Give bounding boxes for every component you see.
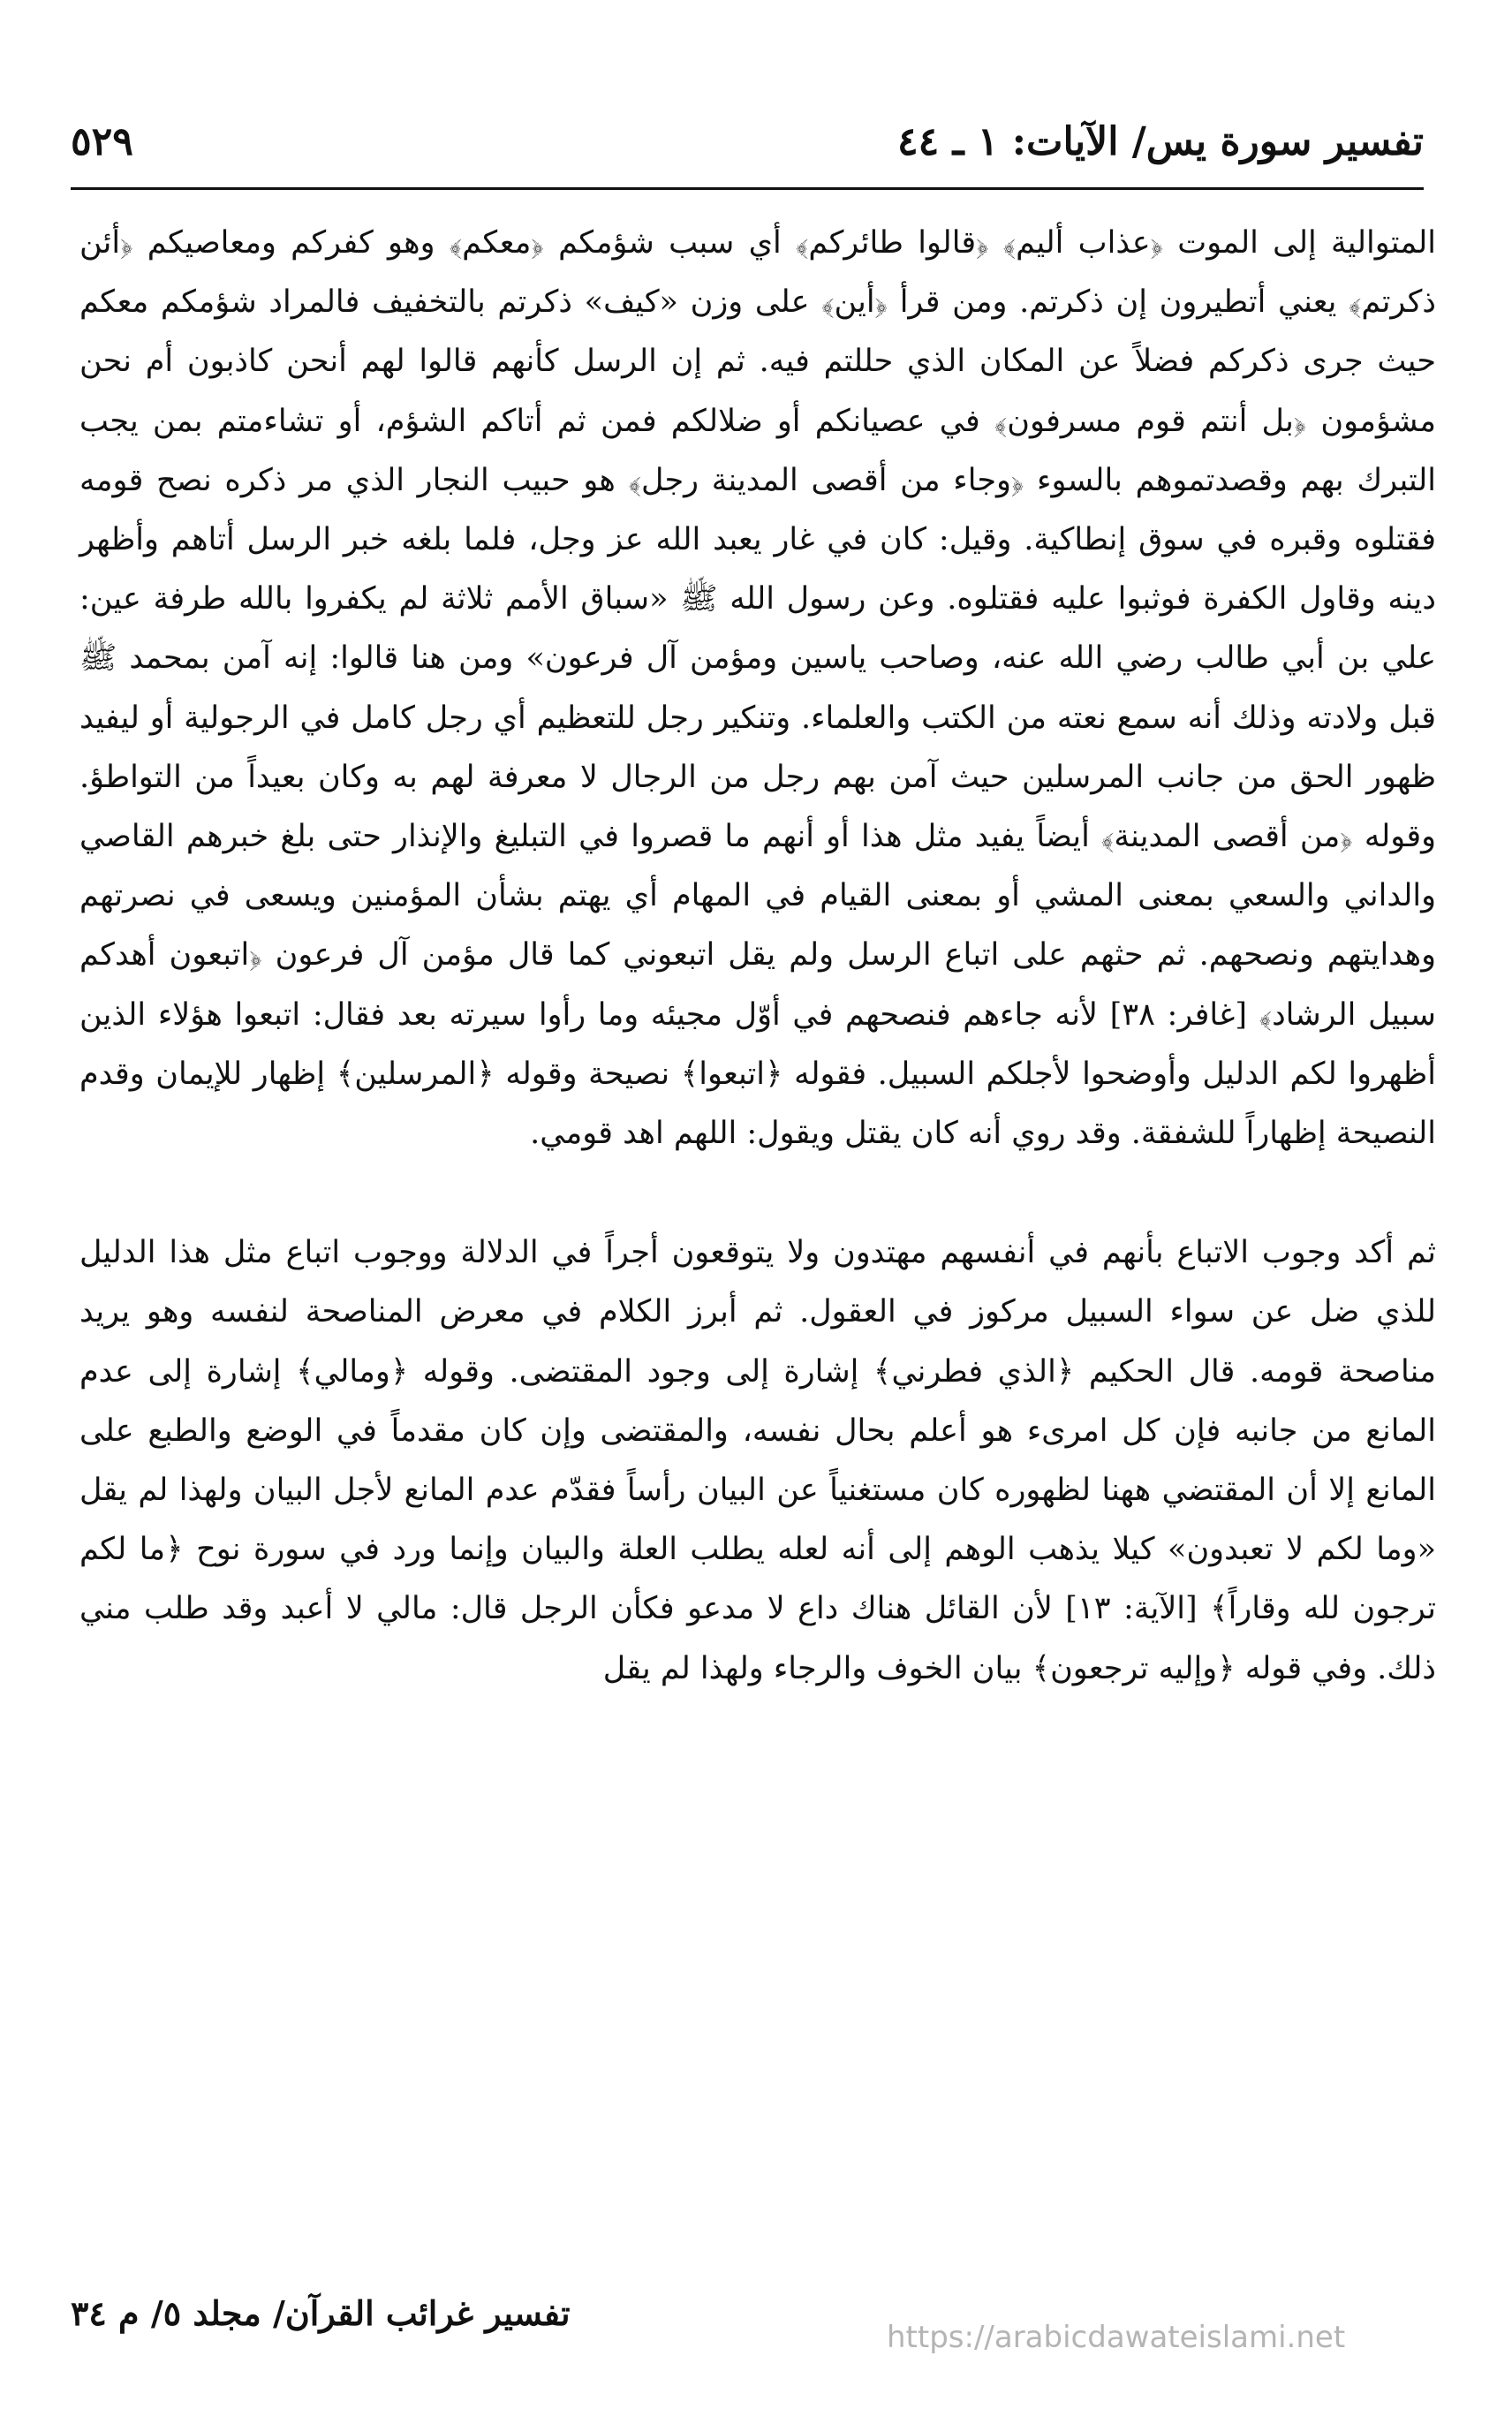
header-rule <box>71 187 1424 190</box>
paragraph-1: المتوالية إلى الموت ﴿عذاب أليم﴾ ﴿قالوا طائركم﴾ أي سبب شؤمكم ﴿معكم﴾ وهو كفركم ومعاصيكم ﴿أئن ذكرتم﴾ يعني أتطيرون إن ذكرتم. ومن قرأ ﴿أين﴾ على وزن «كيف» ذكرتم بالتخفيف فالمراد شؤمكم معكم حيث جرى ذكركم فضلاً عن المكان الذي حللتم فيه. ثم إن الرسل كأنهم قالوا لهم أنحن كاذبون أم نحن مشؤمون ﴿بل أنتم قوم مسرفون﴾ في عصيانكم أو ضلالكم فمن ثم أتاكم الشؤم، أو تشاءمتم بمن يجب التبرك بهم وقصدتموهم بالسوء ﴿وجاء من أقصى المدينة رجل﴾ هو حبيب النجار الذي مر ذكره نصح قومه فقتلوه وقبره في سوق إنطاكية. وقيل: كان في غار يعبد الله عز وجل، فلما بلغه خبر الرسل أتاهم وأظهر دينه وقاول الكفرة فوثبوا عليه فقتلوه. وعن رسول الله ﷺ «سباق الأمم ثلاثة لم يكفروا بالله طرفة عين: علي بن أبي طالب رضي الله عنه، وصاحب ياسين ومؤمن آل فرعون» ومن هنا قالوا: إنه آمن بمحمد ﷺ قبل ولادته وذلك أنه سمع نعته من الكتب والعلماء. وتنكير رجل للتعظيم أي رجل كامل في الرجولية أو ليفيد ظهور الحق من جانب المرسلين حيث آمن بهم رجل من الرجال لا معرفة لهم به وكان بعيداً من التواطؤ. وقوله ﴿من أقصى المدينة﴾ أيضاً يفيد مثل هذا أو أنهم ما قصروا في التبليغ والإنذار حتى بلغ خبرهم القاصي والداني والسعي بمعنى المشي أو بمعنى القيام في المهام أي يهتم بشأن المؤمنين ويسعى في نصرتهم وهدايتهم ونصحهم. ثم حثهم على اتباع الرسل ولم يقل اتبعوني كما قال مؤمن آل فرعون ﴿اتبعون أهدكم سبيل الرشاد﴾ [غافر: ٣٨] لأنه جاءهم فنصحهم في أوّل مجيئه وما رأوا سيرته بعد فقال: اتبعوا هؤلاء الذين أظهروا لكم الدليل وأوضحوا لأجلكم السبيل. فقوله ﴿اتبعوا﴾ نصيحة وقوله ﴿المرسلين﴾ إظهار للإيمان وقدم النصيحة إظهاراً للشفقة. وقد روي أنه كان يقتل ويقول: اللهم اهد قومي. <box>79 225 1436 1152</box>
body-text <box>79 214 1436 1699</box>
paragraph-2: ثم أكد وجوب الاتباع بأنهم في أنفسهم مهتدون ولا يتوقعون أجراً في الدلالة ووجوب اتباع مثل هذا الدليل للذي ضل عن سواء السبيل مركوز في العقول. ثم أبرز الكلام في معرض المناصحة لنفسه وهو يريد مناصحة قومه. قال الحكيم ﴿الذي فطرني﴾ إشارة إلى وجود المقتضى. وقوله ﴿ومالي﴾ إشارة إلى عدم المانع من جانبه فإن كل امرىء هو أعلم بحال نفسه، والمقتضى وإن كان مقدماً في الوضع والطبع على المانع إلا أن المقتضي ههنا لظهوره كان مستغنياً عن البيان رأساً فقدّم عدم المانع لأجل البيان ولهذا لم يقل «وما لكم لا تعبدون» كيلا يذهب الوهم إلى أنه لعله يطلب العلة والبيان وإنما ورد في سورة نوح ﴿ما لكم ترجون لله وقاراً﴾ [الآية: ١٣] لأن القائل هناك داع لا مدعو فكأن الرجل قال: مالي لا أعبد وقد طلب مني ذلك. وفي قوله ﴿وإليه ترجعون﴾ بيان الخوف والرجاء ولهذا لم يقل <box>79 1235 1436 1686</box>
header-title: تفسير سورة يس/ الآيات: ١ ـ ٤٤ <box>897 119 1424 164</box>
watermark-url: https://arabicdawateislami.net <box>887 2320 1346 2355</box>
page-number: ٥٢٩ <box>71 119 133 164</box>
footer-signature: تفسير غرائب القرآن/ مجلد ٥/ م ٣٤ <box>71 2293 571 2333</box>
